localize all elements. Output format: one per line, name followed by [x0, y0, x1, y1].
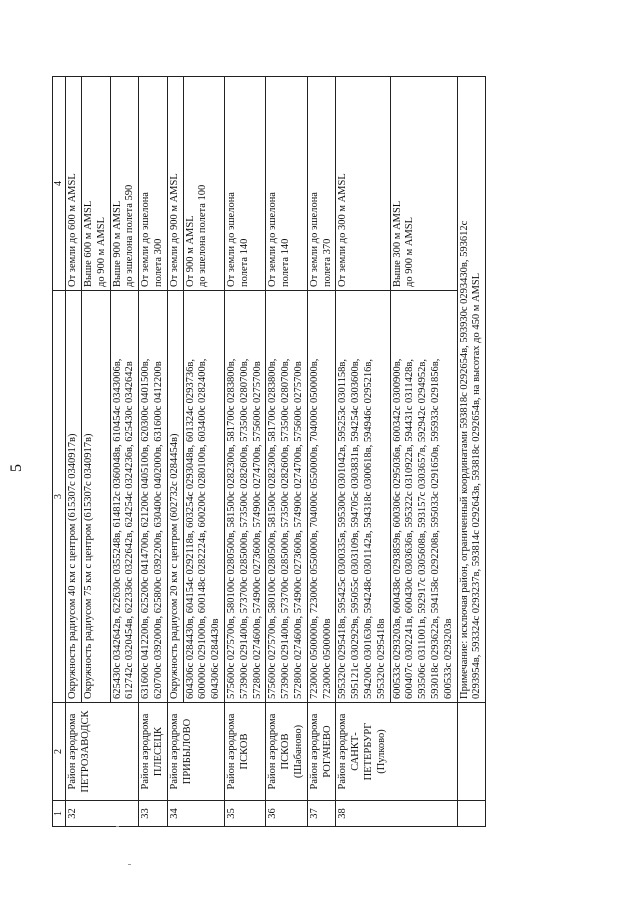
coordinates-line: 723000с 0500000в: [321, 618, 333, 699]
boundary-coordinates-cell: [110, 291, 139, 703]
coordinates-line: 625430с 0342642в, 622630с 0355248в, 614812с 0360048в, 610454с 0343006в,: [111, 358, 123, 699]
aerodrome-name-line: Район аэродрома: [67, 713, 79, 790]
note-line: 0293954в, 593324с 0293237в, 593814с 0292643в, 593818с 0292654в, на высотах до 450 м AMSL: [471, 272, 483, 699]
altitude-line: Выше 600 м AMSL: [82, 200, 94, 287]
altitude-line: полета 300: [152, 238, 164, 287]
header-col-2: 2: [53, 703, 66, 801]
table-row: [336, 77, 390, 827]
note-line: Примечание: исключая район, ограниченный координатами 593818с 0292654в, 593930с 0293430в, 593612с: [458, 220, 470, 699]
coordinates-line: 600407с 0302241в, 600430с 0303636в, 595322с 0310922в, 594431с 0311428в,: [404, 359, 416, 699]
altitude-line: От 900 м AMSL: [184, 215, 196, 287]
altitude-line: От земли до эшелона: [308, 192, 320, 287]
aerodrome-name-line: Район аэродрома: [337, 713, 349, 790]
altitude-limits-cell: [66, 77, 82, 291]
altitude-limits-cell: [139, 77, 168, 291]
coordinates-line: 600533с 0293203в, 600438с 0293859в, 600306с 0295036в, 600342с 0300900в,: [391, 358, 403, 699]
altitude-limits-cell: [224, 77, 265, 291]
altitude-line: От земли до 900 м AMSL: [168, 173, 180, 287]
coordinates-line: 595320с 0295418в, 595425с 0300335в, 595300с 0301042в, 595253с 0301158в,: [337, 359, 349, 699]
coordinates-line: 593506с 0311001в, 592917с 0305608в, 593157с 0303657в, 592942с 0294952в,: [417, 359, 429, 699]
aerodrome-name-line: ПЕТРОЗАВОДСК: [79, 710, 91, 793]
table-row: [307, 77, 336, 827]
boundary-coordinates-cell: [266, 291, 307, 703]
aerodrome-name-line: (Пулково): [375, 729, 387, 774]
boundary-coordinates-cell: [167, 291, 183, 703]
boundary-coordinates-cell: [81, 291, 110, 703]
coordinates-line: 600000с 0291000в, 600148с 0282224в, 600200с 0280100в, 603400с 0282400в,: [197, 358, 209, 699]
altitude-line: до 900 м AMSL: [95, 216, 107, 287]
altitude-limits-cell: [266, 77, 307, 291]
aerodrome-area-cell: [307, 703, 336, 801]
header-row: [53, 77, 66, 827]
aerodrome-name-line: РОГАЧЕВО: [321, 725, 333, 778]
altitude-line: полета 140: [238, 238, 250, 287]
altitude-limits-cell: [81, 77, 110, 291]
coordinates-line: 620700с 0392000в, 625800с 0392200в, 630400с 0402000в, 631600с 0412200в: [152, 361, 164, 699]
altitude-line: От земли до эшелона: [267, 192, 279, 287]
note-row: [457, 77, 486, 827]
altitude-line: до эшелона полета 100: [197, 184, 209, 287]
aerodrome-name-line: Район аэродрома: [168, 713, 180, 790]
coordinates-line: 631600с 0412200в, 625200с 0414700в, 621200с 0405100в, 620300с 0401500в,: [140, 358, 152, 699]
aerodrome-area-cell: [336, 703, 457, 801]
altitude-limits-cell: [390, 77, 457, 291]
altitude-line: Выше 300 м AMSL: [391, 200, 403, 287]
altitude-limits-cell: [167, 77, 183, 291]
coordinates-line: 604306с 0284430в: [210, 618, 222, 699]
boundary-coordinates-cell: [224, 291, 265, 703]
airspace-table: [52, 76, 486, 827]
boundary-coordinates-cell: [336, 291, 390, 703]
coordinates-line: 573900с 0291400в, 573700с 0285000в, 573500с 0282600в, 573500с 0280700в,: [280, 358, 292, 699]
altitude-line: до эшелона полета 590: [124, 184, 136, 287]
coordinates-line: 594200с 0301630в, 594248с 0301142в, 594318с 0300618в, 594946с 0295216в,: [362, 359, 374, 699]
boundary-coordinates-cell: [183, 291, 224, 703]
aerodrome-name-line: ПЛЕСЕЦК: [152, 726, 164, 777]
coordinates-line: Окружность радиусом 20 км с центром (602732с 0284454в): [168, 433, 180, 699]
coordinates-line: 572800с 0274600в, 574900с 0273600в, 574900с 0274700в, 575600с 0275700в: [292, 361, 304, 699]
aerodrome-area-cell: [167, 703, 224, 801]
boundary-coordinates-cell: [66, 291, 82, 703]
row-number: 35: [224, 801, 265, 827]
altitude-limits-cell: [336, 77, 390, 291]
row-number: 34: [167, 801, 224, 827]
altitude-line: полета 370: [321, 238, 333, 287]
row-number: 33: [139, 801, 168, 827]
coordinates-line: 575600с 0275700в, 580100с 0280500в, 581500с 0282300в, 581700с 0283800в,: [225, 358, 237, 699]
coordinates-line: 600533с 0293203в: [442, 618, 454, 699]
table-body: [66, 77, 486, 827]
boundary-coordinates-cell: [307, 291, 336, 703]
aerodrome-name-line: Район аэродрома: [140, 713, 152, 790]
boundary-coordinates-cell: [390, 291, 457, 703]
scan-mark: [116, 826, 119, 827]
table-row: [139, 77, 168, 827]
table-row: [224, 77, 265, 827]
coordinates-line: 604306с 0284430в, 604154с 0292118в, 603254с 0293048в, 601324с 0293736в,: [184, 359, 196, 699]
aerodrome-area-cell: [66, 703, 139, 801]
altitude-limits-cell: [183, 77, 224, 291]
coordinates-line: 723000с 0500000в, 723000с 0550000в, 704000с 0550000в, 704000с 0500000в,: [308, 358, 320, 699]
row-number: 36: [266, 801, 307, 827]
aerodrome-name-line: ПСКОВ (Шабаново): [280, 724, 304, 779]
note-spacer-cell: [457, 801, 486, 827]
page-number: 5: [8, 464, 25, 472]
altitude-line: От земли до 300 м AMSL: [337, 173, 349, 287]
table-row: [266, 77, 307, 827]
aerodrome-name-line: Район аэродрома: [308, 713, 320, 790]
aerodrome-name-line: Район аэродрома: [267, 713, 279, 790]
header-col-3: 3: [53, 291, 66, 703]
aerodrome-name-line: САНКТ-ПЕТЕРБУРГ: [350, 722, 374, 781]
aerodrome-area-cell: [266, 703, 307, 801]
coordinates-line: 573900с 0291400в, 573700с 0285000в, 573500с 0282600в, 573500с 0280700в,: [238, 358, 250, 699]
coordinates-line: 593018с 0293622в, 594158с 0292208в, 595033с 0291650в, 595933с 0291856в,: [429, 358, 441, 699]
note-spacer-cell: [457, 703, 486, 801]
coordinates-line: 575600с 0275700в, 580100с 0280500в, 581500с 0282300в, 581700с 0283800в,: [267, 358, 279, 699]
row-number: 32: [66, 801, 139, 827]
coordinates-line: 595121с 0302929в, 595055с 0303109в, 594705с 0303831в, 594254с 0303600в,: [350, 358, 362, 699]
coordinates-line: Окружность радиусом 40 км с центром (615307с 0340917в): [67, 433, 79, 699]
table-row: [66, 77, 82, 827]
header-col-4: 4: [53, 77, 66, 291]
altitude-line: От земли до эшелона: [140, 192, 152, 287]
altitude-line: От земли до эшелона: [225, 192, 237, 287]
coordinates-line: Окружность радиусом 75 км с центром (615307с 0340917в): [82, 433, 94, 699]
altitude-line: От земли до 600 м AMSL: [67, 173, 79, 287]
coordinates-line: 595320с 0295418в: [375, 618, 387, 699]
coordinates-line: 612742с 0320454в, 622336с 0322642в, 624254с 0324236в, 625430с 0342642в: [124, 361, 136, 699]
aerodrome-name-line: Район аэродрома: [225, 713, 237, 790]
aerodrome-area-cell: [139, 703, 168, 801]
note-cell: [457, 77, 486, 703]
aerodrome-name-line: ПРИБЫЛОВО: [181, 718, 193, 785]
table-row: [167, 77, 183, 827]
aerodrome-name-line: ПСКОВ: [238, 733, 250, 770]
header-col-1: 1: [53, 801, 66, 827]
boundary-coordinates-cell: [139, 291, 168, 703]
aerodrome-area-cell: [224, 703, 265, 801]
altitude-limits-cell: [110, 77, 139, 291]
altitude-line: Выше 900 м AMSL: [111, 200, 123, 287]
coordinates-line: 572800с 0274600в, 574900с 0273600в, 574900с 0274700в, 575600с 0275700в: [251, 361, 263, 699]
row-number: 37: [307, 801, 336, 827]
altitude-line: до 900 м AMSL: [404, 216, 416, 287]
altitude-line: полета 140: [280, 238, 292, 287]
altitude-limits-cell: [307, 77, 336, 291]
row-number: 38: [336, 801, 457, 827]
scan-mark: [128, 864, 131, 865]
